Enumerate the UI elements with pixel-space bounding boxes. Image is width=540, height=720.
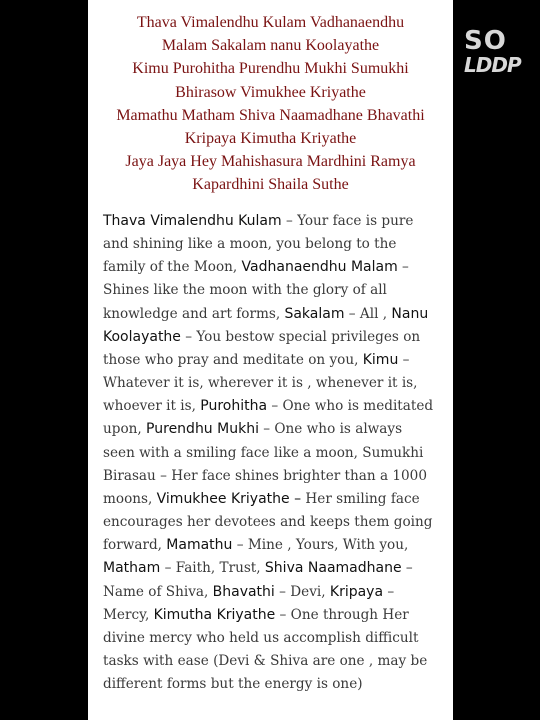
explanation-text: upon,	[103, 421, 147, 438]
explanation-text: Birasau – Her face shines brighter than a 1000	[103, 467, 427, 484]
term-bold: Kripaya	[329, 583, 384, 600]
verse-line: Malam Sakalam nanu Koolayathe	[161, 37, 380, 55]
explanation-text: moons,	[103, 490, 157, 507]
explanation-text: knowledge and art forms,	[103, 305, 285, 322]
explanation-text: –	[401, 560, 413, 577]
explanation-line	[103, 534, 445, 557]
term-bold: Kimu	[362, 351, 399, 368]
explanation-text: tasks with ease (Devi & Shiva are one , may be	[103, 652, 428, 669]
term-bold: Mamathu	[166, 537, 233, 554]
watermark-logo	[464, 28, 520, 80]
explanation-text: Shines like the moon with the glory of all	[103, 282, 387, 299]
explanation-text: –	[398, 351, 410, 368]
verse-line: Kimu Purohitha Purendhu Mukhi Sumukhi	[132, 60, 409, 78]
article-page	[88, 0, 453, 720]
explanation-line	[103, 511, 445, 534]
explanation-text: those who pray and meditate on you,	[103, 351, 363, 368]
explanation-text: whoever it is,	[103, 398, 201, 415]
explanation-text: – Faith, Trust,	[160, 560, 265, 577]
term-bold: Kimutha Kriyathe	[153, 606, 276, 623]
verse-block	[88, 11, 453, 197]
term-bold: Koolayathe	[103, 328, 181, 345]
watermark-text: SO	[464, 26, 507, 56]
explanation-line	[103, 279, 445, 302]
explanation-line	[103, 627, 445, 650]
explanation-line	[103, 418, 445, 441]
explanation-text: – Mine , Yours, With you,	[232, 537, 409, 554]
explanation-line	[103, 557, 445, 580]
explanation-text: Name of Shiva,	[103, 583, 213, 600]
explanation-line	[103, 233, 445, 256]
explanation-text: Her smiling face	[301, 490, 420, 507]
explanation-text: – One who is always	[258, 421, 403, 438]
explanation-line	[103, 256, 445, 279]
explanation-text: – All ,	[344, 305, 392, 322]
explanation-line	[103, 650, 445, 673]
explanation-text: Whatever it is, wherever it is , whenever it is,	[103, 375, 418, 392]
explanation-text: – Devi,	[274, 583, 330, 600]
explanation-text: –	[383, 583, 395, 600]
explanation-line	[103, 673, 445, 696]
explanation-line	[103, 372, 445, 395]
explanation-text: – One through Her	[275, 606, 409, 623]
explanation-line	[103, 488, 445, 511]
explanation-line	[103, 210, 445, 233]
explanation-text: – You bestow special privileges on	[180, 328, 421, 345]
explanation-text: seen with a smiling face like a moon, Sumukhi	[103, 444, 424, 461]
verse-line: Thava Vimalendhu Kulam Vadhanaendhu	[136, 14, 405, 31]
explanation-text: and shining like a moon, you belong to the	[103, 236, 397, 253]
term-bold: Sakalam	[284, 305, 345, 322]
verse-line: Bhirasow Vimukhee Kriyathe	[175, 83, 366, 101]
explanation-text: – One who is meditated	[267, 398, 434, 415]
explanation-text: –	[397, 259, 409, 276]
term-bold: Shiva Naamadhane	[264, 560, 402, 577]
verse-line: Jaya Jaya Hey Mahishasura Mardhini Ramya	[125, 153, 416, 171]
explanation-text: family of the Moon,	[103, 259, 242, 276]
explanation-line	[103, 581, 445, 604]
explanation-text: forward,	[103, 537, 167, 554]
verse-line: Kapardhini Shaila Suthe	[192, 176, 349, 194]
term-bold: Nanu	[391, 305, 429, 322]
explanation-line	[103, 395, 445, 418]
explanation-line	[103, 326, 445, 349]
explanation-text: Mercy,	[103, 606, 154, 623]
explanation-text: divine mercy who held us accomplish difficult	[103, 629, 419, 646]
explanation-text: encourages her devotees and keeps them going	[103, 514, 433, 531]
term-bold: Bhavathi	[212, 583, 275, 600]
term-bold: Thava Vimalendhu Kulam	[103, 213, 282, 229]
explanation-line	[103, 442, 445, 465]
explanation-paragraph	[103, 210, 445, 696]
verse-line: Mamathu Matham Shiva Naamadhane Bhavathi	[116, 106, 425, 124]
explanation-line	[103, 604, 445, 627]
explanation-line	[103, 349, 445, 372]
watermark-text: LDDP	[464, 53, 521, 77]
term-bold: Purohitha	[200, 398, 268, 415]
term-bold: Purendhu Mukhi	[146, 421, 259, 438]
verse-line: Kripaya Kimutha Kriyathe	[184, 130, 357, 148]
explanation-text: – Your face is pure	[281, 213, 414, 229]
term-bold: Vadhanaendhu Malam	[241, 259, 398, 276]
explanation-line	[103, 303, 445, 326]
term-bold: Matham	[103, 560, 161, 577]
explanation-text: different forms but the energy is one)	[103, 676, 363, 693]
term-bold: Vimukhee Kriyathe –	[156, 490, 302, 507]
explanation-line	[103, 465, 445, 488]
